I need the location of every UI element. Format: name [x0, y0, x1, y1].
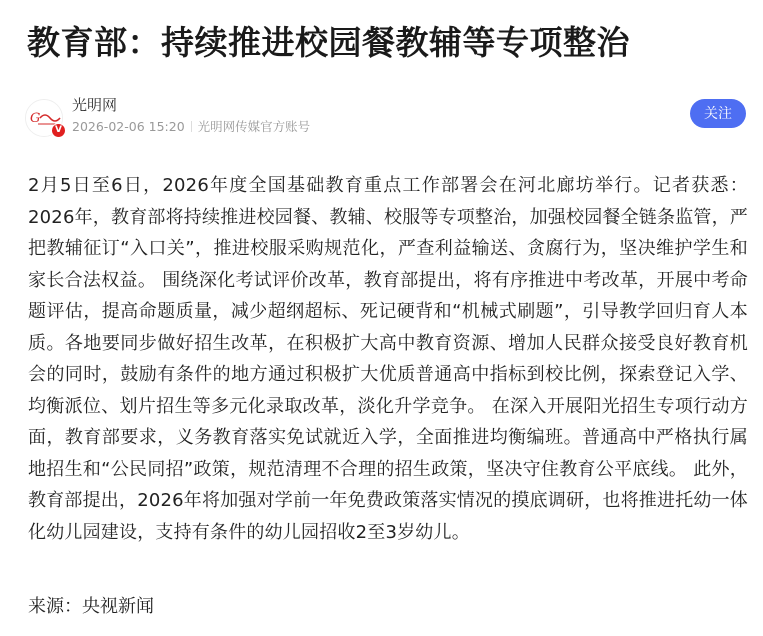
verified-v-icon: V [51, 123, 66, 138]
account-description: 光明网传媒官方账号 [197, 119, 311, 134]
author-bar [25, 95, 747, 137]
post-timestamp: 2026-02-06 15:20 [72, 119, 185, 134]
article-source: 来源：央视新闻 [28, 596, 154, 617]
svg-text:G: G [30, 111, 41, 126]
meta-divider [191, 121, 192, 132]
author-name[interactable]: 光明网 [72, 96, 118, 114]
article-body: 2月5日至6日，2026年度全国基础教育重点工作部署会在河北廊坊举行。记者获悉：2026年，教育部将持续推进校园餐、教辅、校服等专项整治，加强校园餐全链条监管，严把教辅征订“入口关”，推进校服采购规范化，严查利益输送、贪腐行为，坚决维护学生和家长合法权益。 围绕深化考试评价改革，教育部提出，将有序推进中考改革，开展中考命题评估，提高命题质量，减少超纲超标、死记硬背和“机械式刷题”，引导教学回归育人本质。各地要同步做好招生改革，在积极扩大高中教育资源、增加人民群众接受良好教育机会的同时，鼓励有条件的地方通过积极扩大优质普通高中指标到校比例，探索登记入学、均衡派位、划片招生等多元化录取改革，淡化升学竞争。 在深入开展阳光招生专项行动方面，教育部要求，义务教育落实免试就近入学，全面推进均衡编班。普通高中严格执行属地招生和“公民同招”政策，规范清理不合理的招生政策，坚决守住教育公平底线。 此外，教育部提出，2026年将加强对学前一年免费政策落实情况的摸底调研，也将推进托幼一体化幼儿园建设，支持有条件的幼儿园招收2至3岁幼儿。 [28, 175, 749, 543]
article-title: 教育部：持续推进校园餐教辅等专项整治 [27, 23, 630, 62]
post-meta [72, 118, 310, 135]
follow-button[interactable]: 关注 [690, 99, 746, 128]
